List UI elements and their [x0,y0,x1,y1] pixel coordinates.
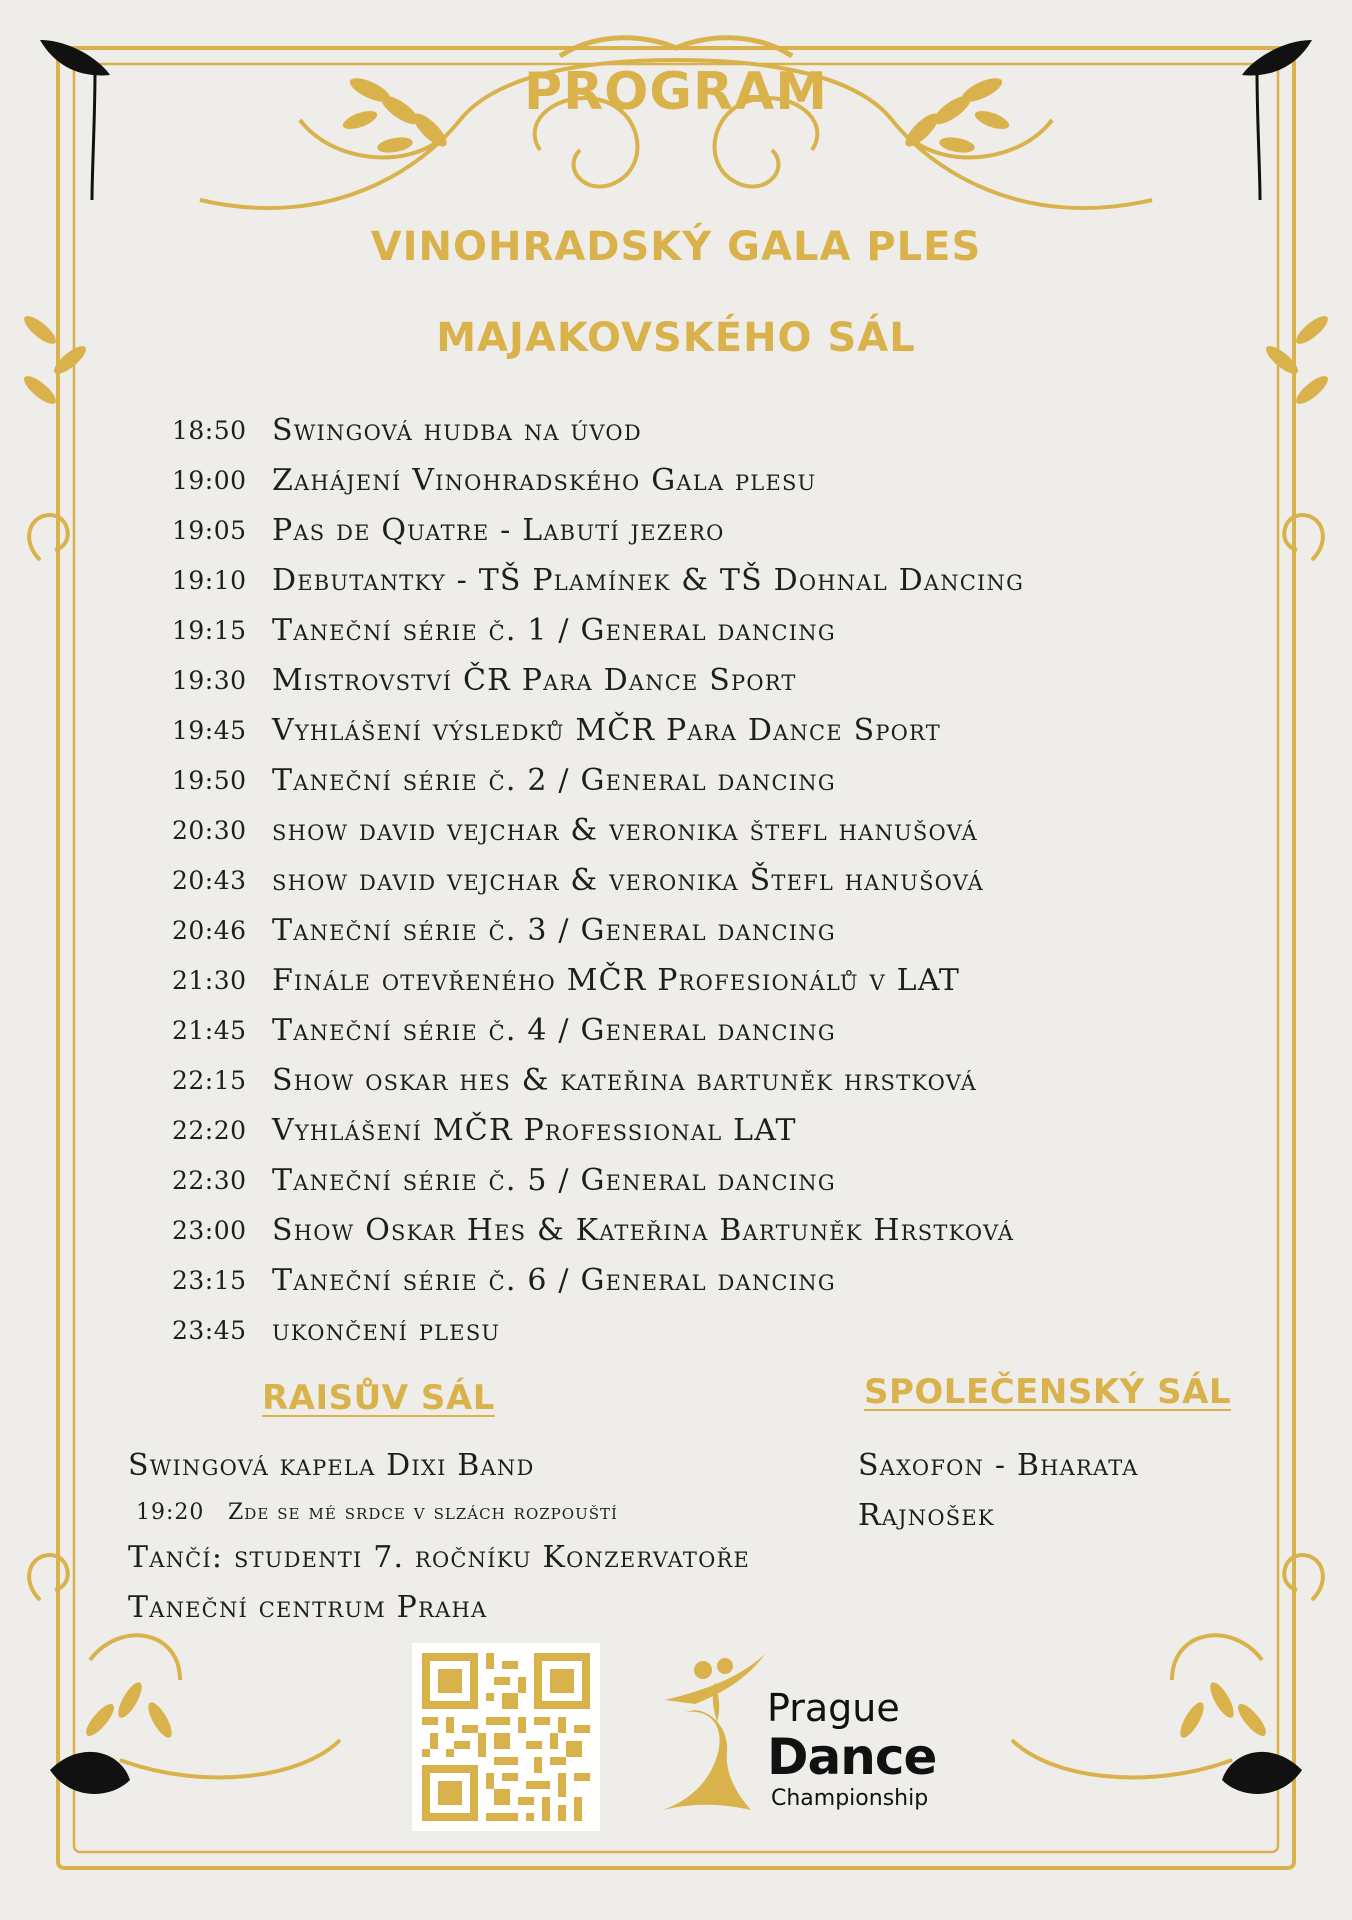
list-item [172,655,1132,705]
list-item [172,805,1132,855]
schedule-time: 23:00 [172,1215,247,1245]
schedule-time: 20:46 [172,915,247,945]
list-item [172,705,1132,755]
schedule-time: 20:30 [172,815,247,845]
schedule-time: 18:50 [172,415,247,445]
dancer-logo-icon [655,1652,775,1822]
schedule-text: Show oskar hes & kateřina bartuněk hrstková [272,1062,978,1098]
spolecensky-line-2: Rajnošek [858,1498,995,1533]
schedule-text: Taneční série č. 3 / General dancing [272,912,836,948]
list-item [172,855,1132,905]
schedule-text: Debutantky - TŠ Plamínek & TŠ Dohnal Dancing [272,562,1025,598]
spolecensky-line-1: Saxofon - Bharata [858,1448,1139,1483]
schedule-text: Finále otevřeného MČR Profesionálů v LAT [272,962,961,998]
schedule-time: 19:00 [172,465,247,495]
rais-line-3: Tančí: studenti 7. ročníku Konzervatoře [128,1540,751,1575]
schedule-text: Taneční série č. 6 / General dancing [272,1262,836,1298]
list-item [172,555,1132,605]
rais-line-2: Zde se mé srdce v slzách rozpouští [228,1500,618,1525]
schedule-time: 19:45 [172,715,247,745]
schedule-time: 19:30 [172,665,247,695]
schedule-text: Vyhlášení MČR Professional LAT [272,1112,797,1148]
schedule-text: Taneční série č. 5 / General dancing [272,1162,836,1198]
rais-line-4: Taneční centrum Praha [128,1590,488,1625]
list-item [172,1255,1132,1305]
rais-time: 19:20 [136,1500,205,1525]
schedule-text: Pas de Quatre - Labutí jezero [272,512,725,548]
schedule-time: 21:45 [172,1015,247,1045]
schedule-time: 23:15 [172,1265,247,1295]
list-item [172,1305,1132,1355]
schedule-time: 23:45 [172,1315,247,1345]
schedule-text: Taneční série č. 4 / General dancing [272,1012,836,1048]
schedule-text: show david vejchar & veronika Štefl hanušová [272,862,985,898]
list-item [172,955,1132,1005]
schedule-list [172,405,1132,1355]
hall-title: MAJAKOVSKÉHO SÁL [436,315,916,361]
list-item [172,455,1132,505]
schedule-text: Zahájení Vinohradského Gala plesu [272,462,817,498]
page-title: PROGRAM [523,62,829,122]
qr-code-icon[interactable] [412,1643,600,1831]
schedule-text: Mistrovství ČR Para Dance Sport [272,662,797,698]
schedule-text: Vyhlášení výsledků MČR Para Dance Sport [272,712,941,748]
list-item [172,755,1132,805]
list-item [172,1155,1132,1205]
schedule-time: 22:15 [172,1065,247,1095]
schedule-text: Swingová hudba na úvod [272,412,642,448]
schedule-text: ukončení plesu [272,1312,501,1348]
rais-line-1: Swingová kapela Dixi Band [128,1448,535,1483]
event-title: VINOHRADSKÝ GALA PLES [370,224,982,270]
logo-line-2: Dance [767,1728,937,1786]
schedule-time: 19:10 [172,565,247,595]
schedule-time: 21:30 [172,965,247,995]
list-item [172,1005,1132,1055]
schedule-time: 19:15 [172,615,247,645]
schedule-text: Taneční série č. 2 / General dancing [272,762,836,798]
rais-hall-title: RAISŮV SÁL [262,1378,495,1418]
logo-line-1: Prague [767,1686,900,1730]
schedule-text: Show Oskar Hes & Kateřina Bartuněk Hrstková [272,1212,1015,1248]
schedule-time: 19:05 [172,515,247,545]
schedule-text: Taneční série č. 1 / General dancing [272,612,836,648]
list-item [172,1105,1132,1155]
list-item [172,905,1132,955]
schedule-time: 22:30 [172,1165,247,1195]
list-item [172,605,1132,655]
list-item [172,1055,1132,1105]
schedule-text: show david vejchar & veronika štefl hanušová [272,812,978,848]
schedule-time: 22:20 [172,1115,247,1145]
spolecensky-hall-title: SPOLEČENSKÝ SÁL [864,1372,1232,1412]
list-item [172,505,1132,555]
schedule-time: 20:43 [172,865,247,895]
list-item [172,1205,1132,1255]
logo-line-3: Championship [771,1786,929,1811]
list-item [172,405,1132,455]
schedule-time: 19:50 [172,765,247,795]
prague-dance-logo [655,1652,985,1822]
